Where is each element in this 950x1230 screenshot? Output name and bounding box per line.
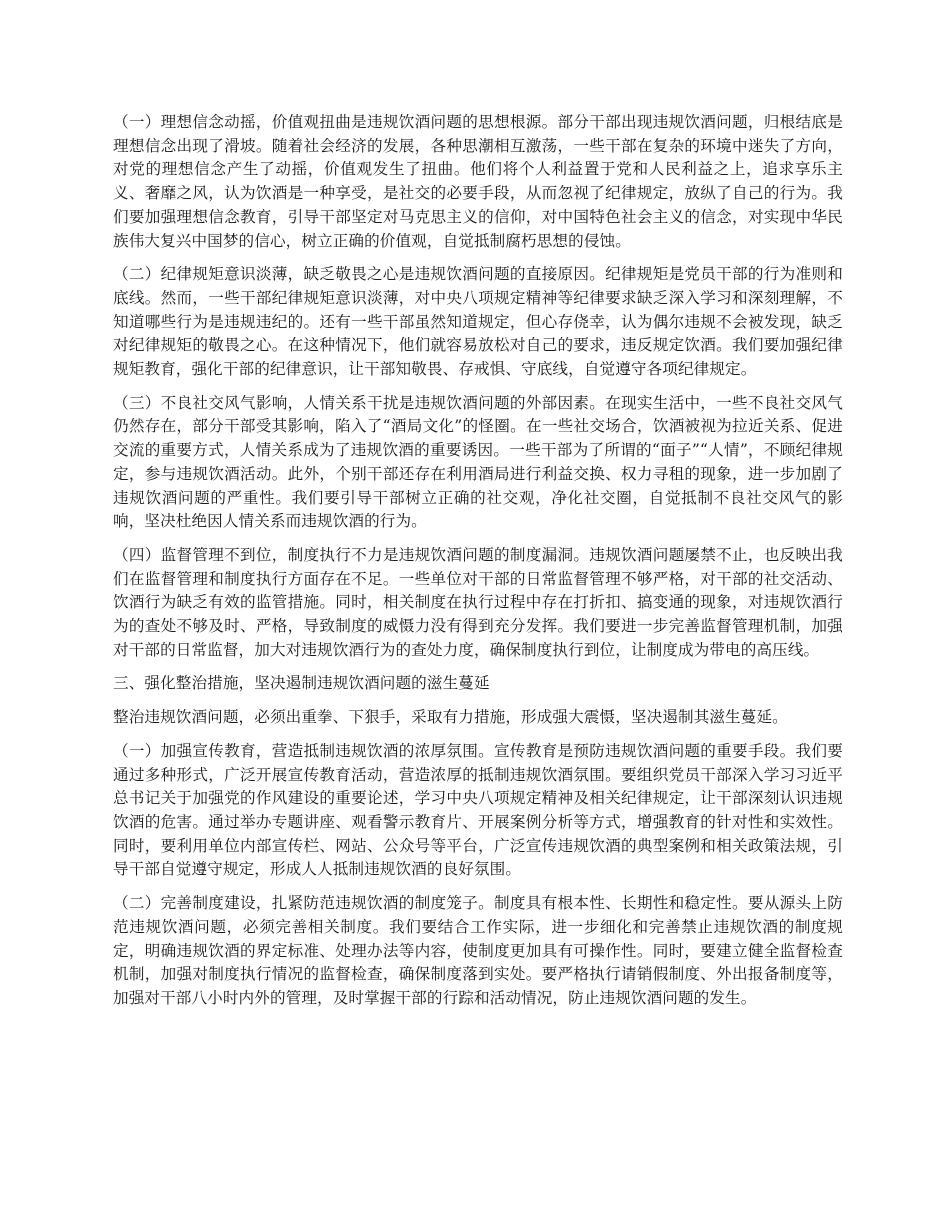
- document-body: [113, 111, 843, 1021]
- paragraph-system-building: （二）完善制度建设，扎紧防范违规饮酒的制度笼子。制度具有根本性、长期性和稳定性。要从源头上防范违规饮酒问题，必须完善相关制度。我们要结合工作实际，进一步细化和完善禁止违规饮酒的制度规定，明确违规饮酒的界定标准、处理办法等内容，使制度更加具有可操作性。同时，要建立健全监督检查机制，加强对制度执行情况的监督检查，确保制度落到实处。要严格执行请销假制度、外出报备制度等，加强对干部八小时内外的管理，及时掌握干部的行踪和活动情况，防止违规饮酒问题的发生。: [113, 894, 843, 1007]
- paragraph-discipline: （二）纪律规矩意识淡薄，缺乏敬畏之心是违规饮酒问题的直接原因。纪律规矩是党员干部的行为准则和底线。然而，一些干部纪律规矩意识淡薄，对中央八项规定精神等纪律要求缺乏深入学习和深刻理解，不知道哪些行为是违规违纪的。还有一些干部虽然知道规定，但心存侥幸，认为偶尔违规不会被发现，缺乏对纪律规矩的敬畏之心。在这种情况下，他们就容易放松对自己的要求，违反规定饮酒。我们要加强纪律规矩教育，强化干部的纪律意识，让干部知敬畏、存戒惧、守底线，自觉遵守各项纪律规定。: [113, 265, 843, 379]
- paragraph-education: （一）加强宣传教育，营造抵制违规饮酒的浓厚氛围。宣传教育是预防违规饮酒问题的重要手段。我们要通过多种形式，广泛开展宣传教育活动，营造浓厚的抵制违规饮酒氛围。要组织党员干部深入学习习近平总书记关于加强党的作风建设的重要论述，学习中央八项规定精神及相关纪律规定，让干部深刻认识违规饮酒的危害。通过举办专题讲座、观看警示教育片、开展案例分析等方式，增强教育的针对性和实效性。同时，要利用单位内部宣传栏、网站、公众号等平台，广泛宣传违规饮酒的典型案例和相关政策法规，引导干部自觉遵守规定，形成人人抵制违规饮酒的良好氛围。: [113, 741, 843, 879]
- paragraph-ideals: （一）理想信念动摇，价值观扭曲是违规饮酒问题的思想根源。部分干部出现违规饮酒问题，归根结底是理想信念出现了滑坡。随着社会经济的发展，各种思潮相互激荡，一些干部在复杂的环境中迷失了方向，对党的理想信念产生了动摇，价值观发生了扭曲。他们将个人利益置于党和人民利益之上，追求享乐主义、奢靡之风，认为饮酒是一种享受，是社交的必要手段，从而忽视了纪律规定，放纵了自己的行为。我们要加强理想信念教育，引导干部坚定对马克思主义的信仰，对中国特色社会主义的信念，对实现中华民族伟大复兴中国梦的信心，树立正确的价值观，自觉抵制腐朽思想的侵蚀。: [113, 113, 843, 250]
- paragraph-supervision: （四）监督管理不到位，制度执行不力是违规饮酒问题的制度漏洞。违规饮酒问题屡禁不止，也反映出我们在监督管理和制度执行方面存在不足。一些单位对干部的日常监督管理不够严格，对干部的社交活动、饮酒行为缺乏有效的监管措施。同时，相关制度在执行过程中存在打折扣、搞变通的现象，对违规饮酒行为的查处不够及时、严格，导致制度的威慑力没有得到充分发挥。我们要进一步完善监督管理机制，加强对干部的日常监督，加大对违规饮酒行为的查处力度，确保制度执行到位，让制度成为带电的高压线。: [113, 545, 843, 659]
- paragraph-section-intro: 整治违规饮酒问题，必须出重拳、下狠手，采取有力措施，形成强大震慑，坚决遏制其滋生蔓延。: [113, 708, 788, 727]
- paragraph-social-customs: （三）不良社交风气影响，人情关系干扰是违规饮酒问题的外部因素。在现实生活中，一些不良社交风气仍然存在，部分干部受其影响，陷入了“酒局文化”的怪圈。在一些社交场合，饮酒被视为拉近关系、促进交流的重要方式，人情关系成为了违规饮酒的重要诱因。一些干部为了所谓的“面子”“人情”，不顾纪律规定，参与违规饮酒活动。此外，个别干部还存在利用酒局进行利益交换、权力寻租的现象，进一步加剧了违规饮酒问题的严重性。我们要引导干部树立正确的社交观，净化社交圈，自觉抵制不良社交风气的影响，坚决杜绝因人情关系而违规饮酒的行为。: [113, 393, 843, 531]
- section-heading: 三、强化整治措施，坚决遏制违规饮酒问题的滋生蔓延: [113, 674, 490, 693]
